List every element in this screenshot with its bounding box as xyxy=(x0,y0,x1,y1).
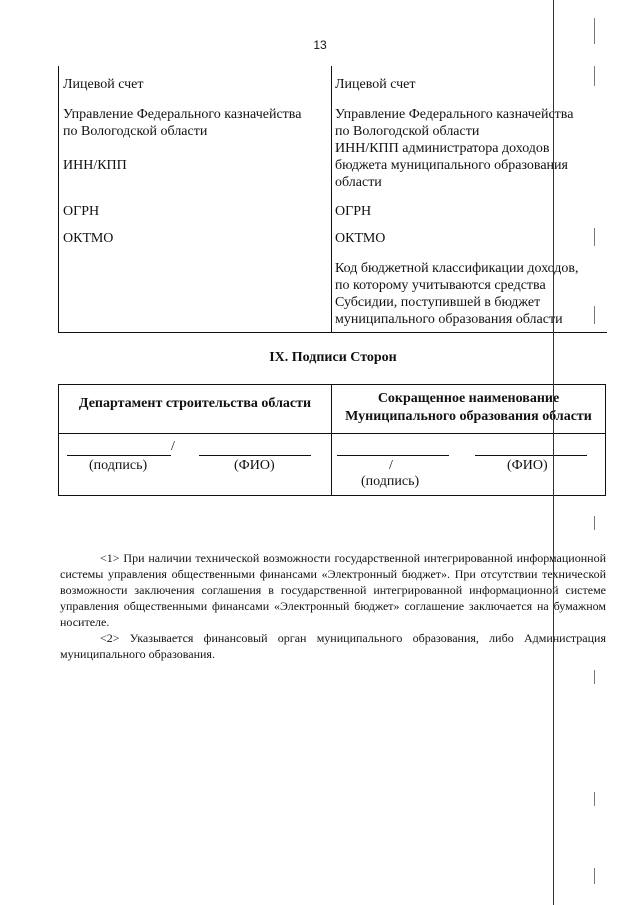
scan-artifact-mark xyxy=(594,516,595,530)
right-slash: / xyxy=(389,458,393,473)
scan-artifact-mark xyxy=(594,66,595,86)
requisites-table xyxy=(58,66,607,333)
scan-artifact-mark xyxy=(594,792,595,806)
right-kbk-line4: муниципального образования области xyxy=(335,312,563,327)
right-kbk-line1: Код бюджетной классификации доходов, xyxy=(335,261,579,276)
footnote-1: <1> При наличии технической возможности государственной интегрированной информационной системы управления общественными финансами «Электронный бюджет». При отсутствии технической возможности заключения соглашения в государственной интегрированной информационной системе управления общественными финансами «Электронный бюджет» соглашение заключается на бумажном носителе. xyxy=(60,551,606,629)
section-title: IX. Подписи Сторон xyxy=(269,350,397,365)
right-fio-line xyxy=(475,455,587,456)
right-treasury-line1: Управление Федерального казначейства xyxy=(335,107,574,122)
table-divider xyxy=(331,66,332,332)
right-inn-line3: области xyxy=(335,175,382,190)
left-signature-line xyxy=(67,455,171,456)
right-oktmo: ОКТМО xyxy=(335,231,386,246)
right-account: Лицевой счет xyxy=(335,77,416,92)
right-party-header-line1: Сокращенное наименование xyxy=(377,391,560,406)
scan-artifact-mark xyxy=(594,670,595,684)
left-fio-label: (ФИО) xyxy=(234,458,275,473)
left-inn: ИНН/КПП xyxy=(63,158,127,173)
left-signature-label: (подпись) xyxy=(89,458,148,473)
footnote-2: <2> Указывается финансовый орган муниципального образования, либо Администрация муниципального образования. xyxy=(60,631,606,661)
right-signature-line xyxy=(337,455,449,456)
right-inn-line2: бюджета муниципального образования xyxy=(335,158,568,173)
left-oktmo: ОКТМО xyxy=(63,231,114,246)
right-kbk-line2: по которому учитываются средства xyxy=(335,278,546,293)
left-treasury-line2: по Вологодской области xyxy=(63,124,208,139)
page-number: 13 xyxy=(313,38,327,52)
left-ogrn: ОГРН xyxy=(63,204,100,219)
scan-artifact-line xyxy=(553,0,554,905)
right-ogrn: ОГРН xyxy=(335,204,372,219)
left-treasury-line1: Управление Федерального казначейства xyxy=(63,107,302,122)
scan-artifact-mark xyxy=(594,18,595,44)
right-inn-line1: ИНН/КПП администратора доходов xyxy=(335,141,550,156)
scan-artifact-mark xyxy=(594,306,595,324)
right-fio-label: (ФИО) xyxy=(507,458,548,473)
right-signature-label: (подпись) xyxy=(361,474,420,489)
footnotes xyxy=(60,550,606,662)
left-party-header: Департамент строительства области xyxy=(78,396,312,411)
left-account: Лицевой счет xyxy=(63,77,144,92)
right-kbk-line3: Субсидии, поступившей в бюджет xyxy=(335,295,541,310)
signatures-table xyxy=(58,384,606,496)
scan-artifact-mark xyxy=(594,228,595,246)
left-slash: / xyxy=(171,439,175,454)
signatures-header-rule xyxy=(59,433,605,434)
left-fio-line xyxy=(199,455,311,456)
right-treasury-line2: по Вологодской области xyxy=(335,124,480,139)
right-party-header-line2: Муниципального образования области xyxy=(345,409,592,424)
scan-artifact-mark xyxy=(594,868,595,884)
